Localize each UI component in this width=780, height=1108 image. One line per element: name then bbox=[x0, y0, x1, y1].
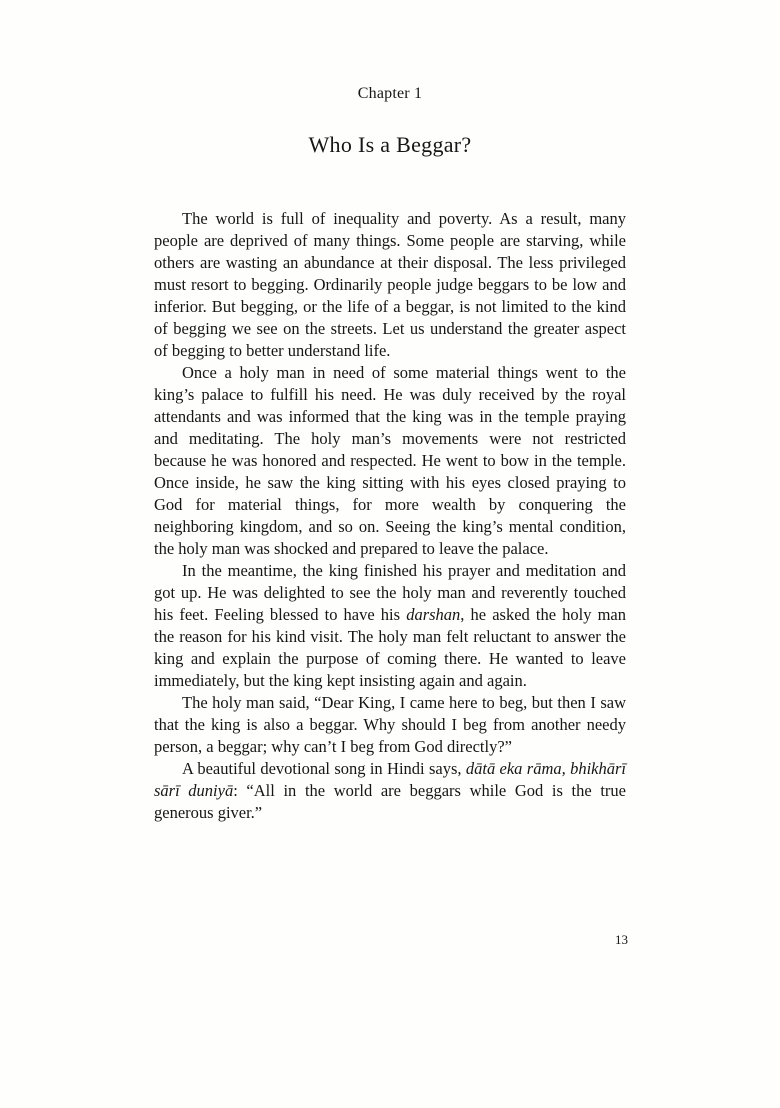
body-text bbox=[154, 208, 626, 824]
paragraph-1: The world is full of inequality and poverty. As a result, many people are deprived of many things. Some people are starving, while others are wasting an abundance at their disposal. The less privileged must resort to begging. Ordinarily people judge beggars to be low and inferior. But begging, or the life of a beggar, is not limited to the kind of begging we see on the streets. Let us understand the greater aspect of begging to better understand life. bbox=[154, 209, 626, 360]
paragraph-4: The holy man said, “Dear King, I came here to beg, but then I saw that the king is also a beggar. Why should I beg from another needy person, a beggar; why can’t I beg from God directly?” bbox=[154, 693, 626, 756]
page-number: 13 bbox=[615, 932, 628, 947]
paragraph-3: In the meantime, the king finished his prayer and meditation and got up. He was delighted to see the holy man and reverently touched his feet. Feeling blessed to have his darshan, he asked the holy man the reason for his kind visit. The holy man felt reluctant to answer the king and explain the purpose of coming there. He wanted to leave immediately, but the king kept insisting again and again. bbox=[154, 561, 626, 690]
paragraph-2: Once a holy man in need of some material things went to the king’s palace to fulfill his need. He was duly received by the royal attendants and was informed that the king was in the temple praying and meditating. The holy man’s movements were not restricted because he was honored and respected. He went to bow in the temple. Once inside, he saw the king sitting with his eyes closed praying to God for material things, for more wealth by conquering the neighboring kingdom, and so on. Seeing the king’s mental condition, the holy man was shocked and prepared to leave the palace. bbox=[154, 363, 626, 558]
chapter-title: Who Is a Beggar? bbox=[308, 132, 472, 157]
text-block bbox=[154, 84, 626, 824]
paragraph-5: A beautiful devotional song in Hindi says, dātā eka rāma, bhikhārī sārī duniyā: “All in the world are beggars while God is the true generous giver.” bbox=[154, 759, 627, 822]
chapter-label: Chapter 1 bbox=[357, 85, 423, 102]
